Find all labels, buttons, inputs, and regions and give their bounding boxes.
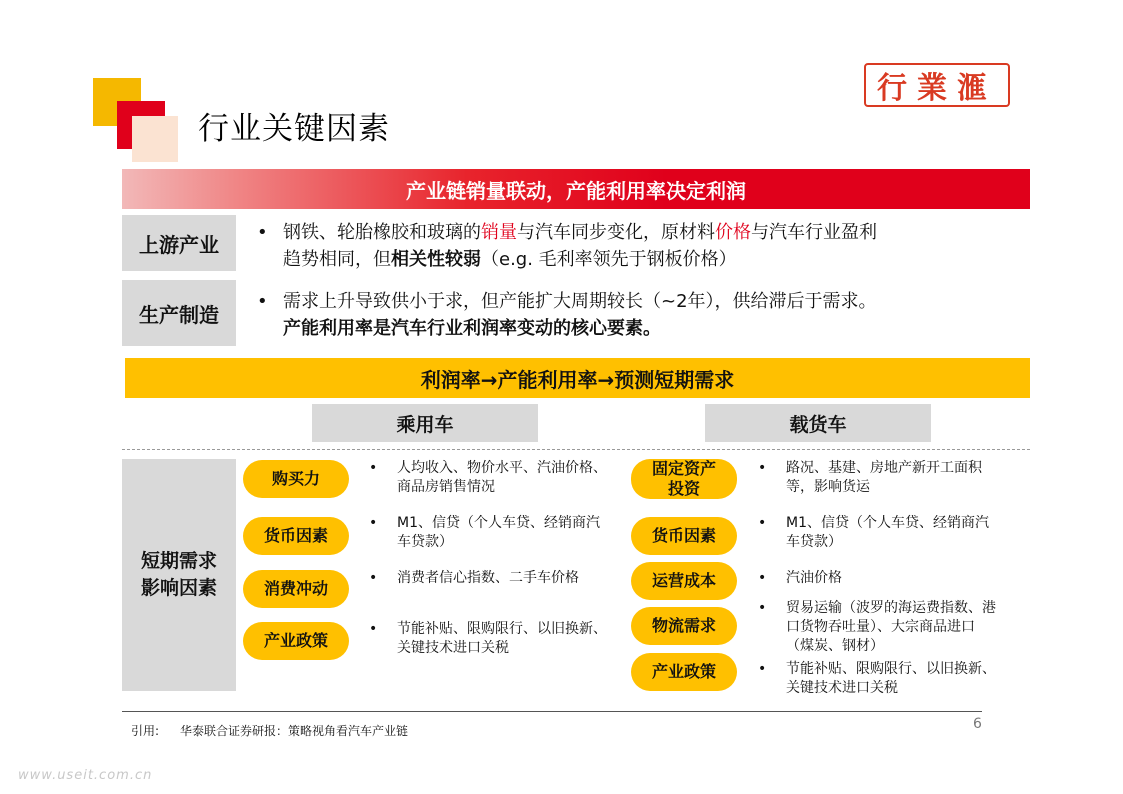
factor-text: M1、信贷（个人车贷、经销商汽车贷款） [397,515,600,550]
factor-text: 路况、基建、房地产新开工面积等，影响货运 [786,460,982,495]
factor-text: 人均收入、物价水平、汽油价格、商品房销售情况 [397,460,607,495]
factor-item [758,514,996,552]
manufacturing-bullet [257,288,1003,342]
banner-red: 产业链销量联动，产能利用率决定利润 [122,169,1030,209]
manufacturing-text-2: 产能利用率是汽车行业利润率变动的核心要素。 [283,318,661,339]
factor-text: 节能补贴、限购限行、以旧换新、关键技术进口关税 [786,661,996,696]
side-label-line-1: 短期需求 [140,550,217,572]
factor-text: 汽油价格 [786,570,842,586]
factor-item [369,569,607,588]
factor-pill: 货币因素 [243,517,349,555]
factor-item [369,514,607,552]
upstream-bullet [257,219,1003,273]
truck-header: 载货车 [705,404,931,442]
bullet-dot: • [758,661,767,677]
side-label-line-2: 影响因素 [140,577,217,599]
factor-pill: 产业政策 [243,622,349,660]
factor-pill: 物流需求 [631,607,737,645]
footer-divider [122,711,982,712]
upstream-text-5: （e.g. 毛利率领先于钢板价格） [481,249,737,270]
upstream-highlight-price: 价格 [715,222,751,243]
upstream-highlight-sales: 销量 [481,222,517,243]
factor-item [369,620,607,658]
decor-square-beige [132,116,178,162]
brand-logo-seal: 行業滙 [864,63,1010,107]
factor-text: M1、信贷（个人车贷、经销商汽车贷款） [786,515,989,550]
factor-item [758,459,996,497]
banner-yellow: 利润率→产能利用率→预测短期需求 [125,358,1030,398]
bullet-dot: • [758,515,767,531]
passenger-car-header: 乘用车 [312,404,538,442]
bullet-dot: • [257,291,268,312]
upstream-text-3: 与汽车行业盈利 [751,222,877,243]
bullet-dot: • [369,621,378,637]
upstream-text-4: 趋势相同，但 [283,249,391,270]
label-manufacturing: 生产制造 [122,280,236,346]
factor-pill: 货币因素 [631,517,737,555]
bullet-dot: • [369,570,378,586]
factor-pill: 消费冲动 [243,570,349,608]
bullet-dot: • [758,570,767,586]
citation-text: 华泰联合证券研报：策略视角看汽车产业链 [180,724,409,738]
dashed-divider [122,449,1030,450]
factor-pill: 产业政策 [631,653,737,691]
bullet-dot: • [758,600,767,616]
factor-pill: 购买力 [243,460,349,498]
factor-text: 消费者信心指数、二手车价格 [397,570,579,586]
bullet-dot: • [758,460,767,476]
factor-pill: 运营成本 [631,562,737,600]
bullet-dot: • [369,515,378,531]
bullet-dot: • [369,460,378,476]
page-title: 行业关键因素 [198,111,390,147]
factor-item [758,569,996,588]
watermark: www.useit.com.cn [18,768,153,783]
factor-text: 贸易运输（波罗的海运费指数、港口货物吞吐量）、大宗商品进口（煤炭、钢材） [786,600,996,654]
upstream-text-2: 与汽车同步变化，原材料 [517,222,715,243]
label-upstream: 上游产业 [122,215,236,271]
factor-item [758,660,996,698]
page-number: 6 [973,716,982,732]
side-label-short-term-demand [122,459,236,691]
citation-label: 引用: [131,724,160,738]
factor-item [369,459,607,497]
bullet-dot: • [257,222,268,243]
manufacturing-text-1: 需求上升导致供小于求，但产能扩大周期较长（~2年），供给滞后于需求。 [283,291,877,312]
upstream-text-1: 钢铁、轮胎橡胶和玻璃的 [283,222,481,243]
factor-pill [631,459,737,499]
upstream-highlight-weak: 相关性较弱 [391,249,481,270]
factor-item [758,599,996,656]
factor-text: 节能补贴、限购限行、以旧换新、关键技术进口关税 [397,621,607,656]
factor-pill-label: 固定资产投资 [651,459,716,498]
